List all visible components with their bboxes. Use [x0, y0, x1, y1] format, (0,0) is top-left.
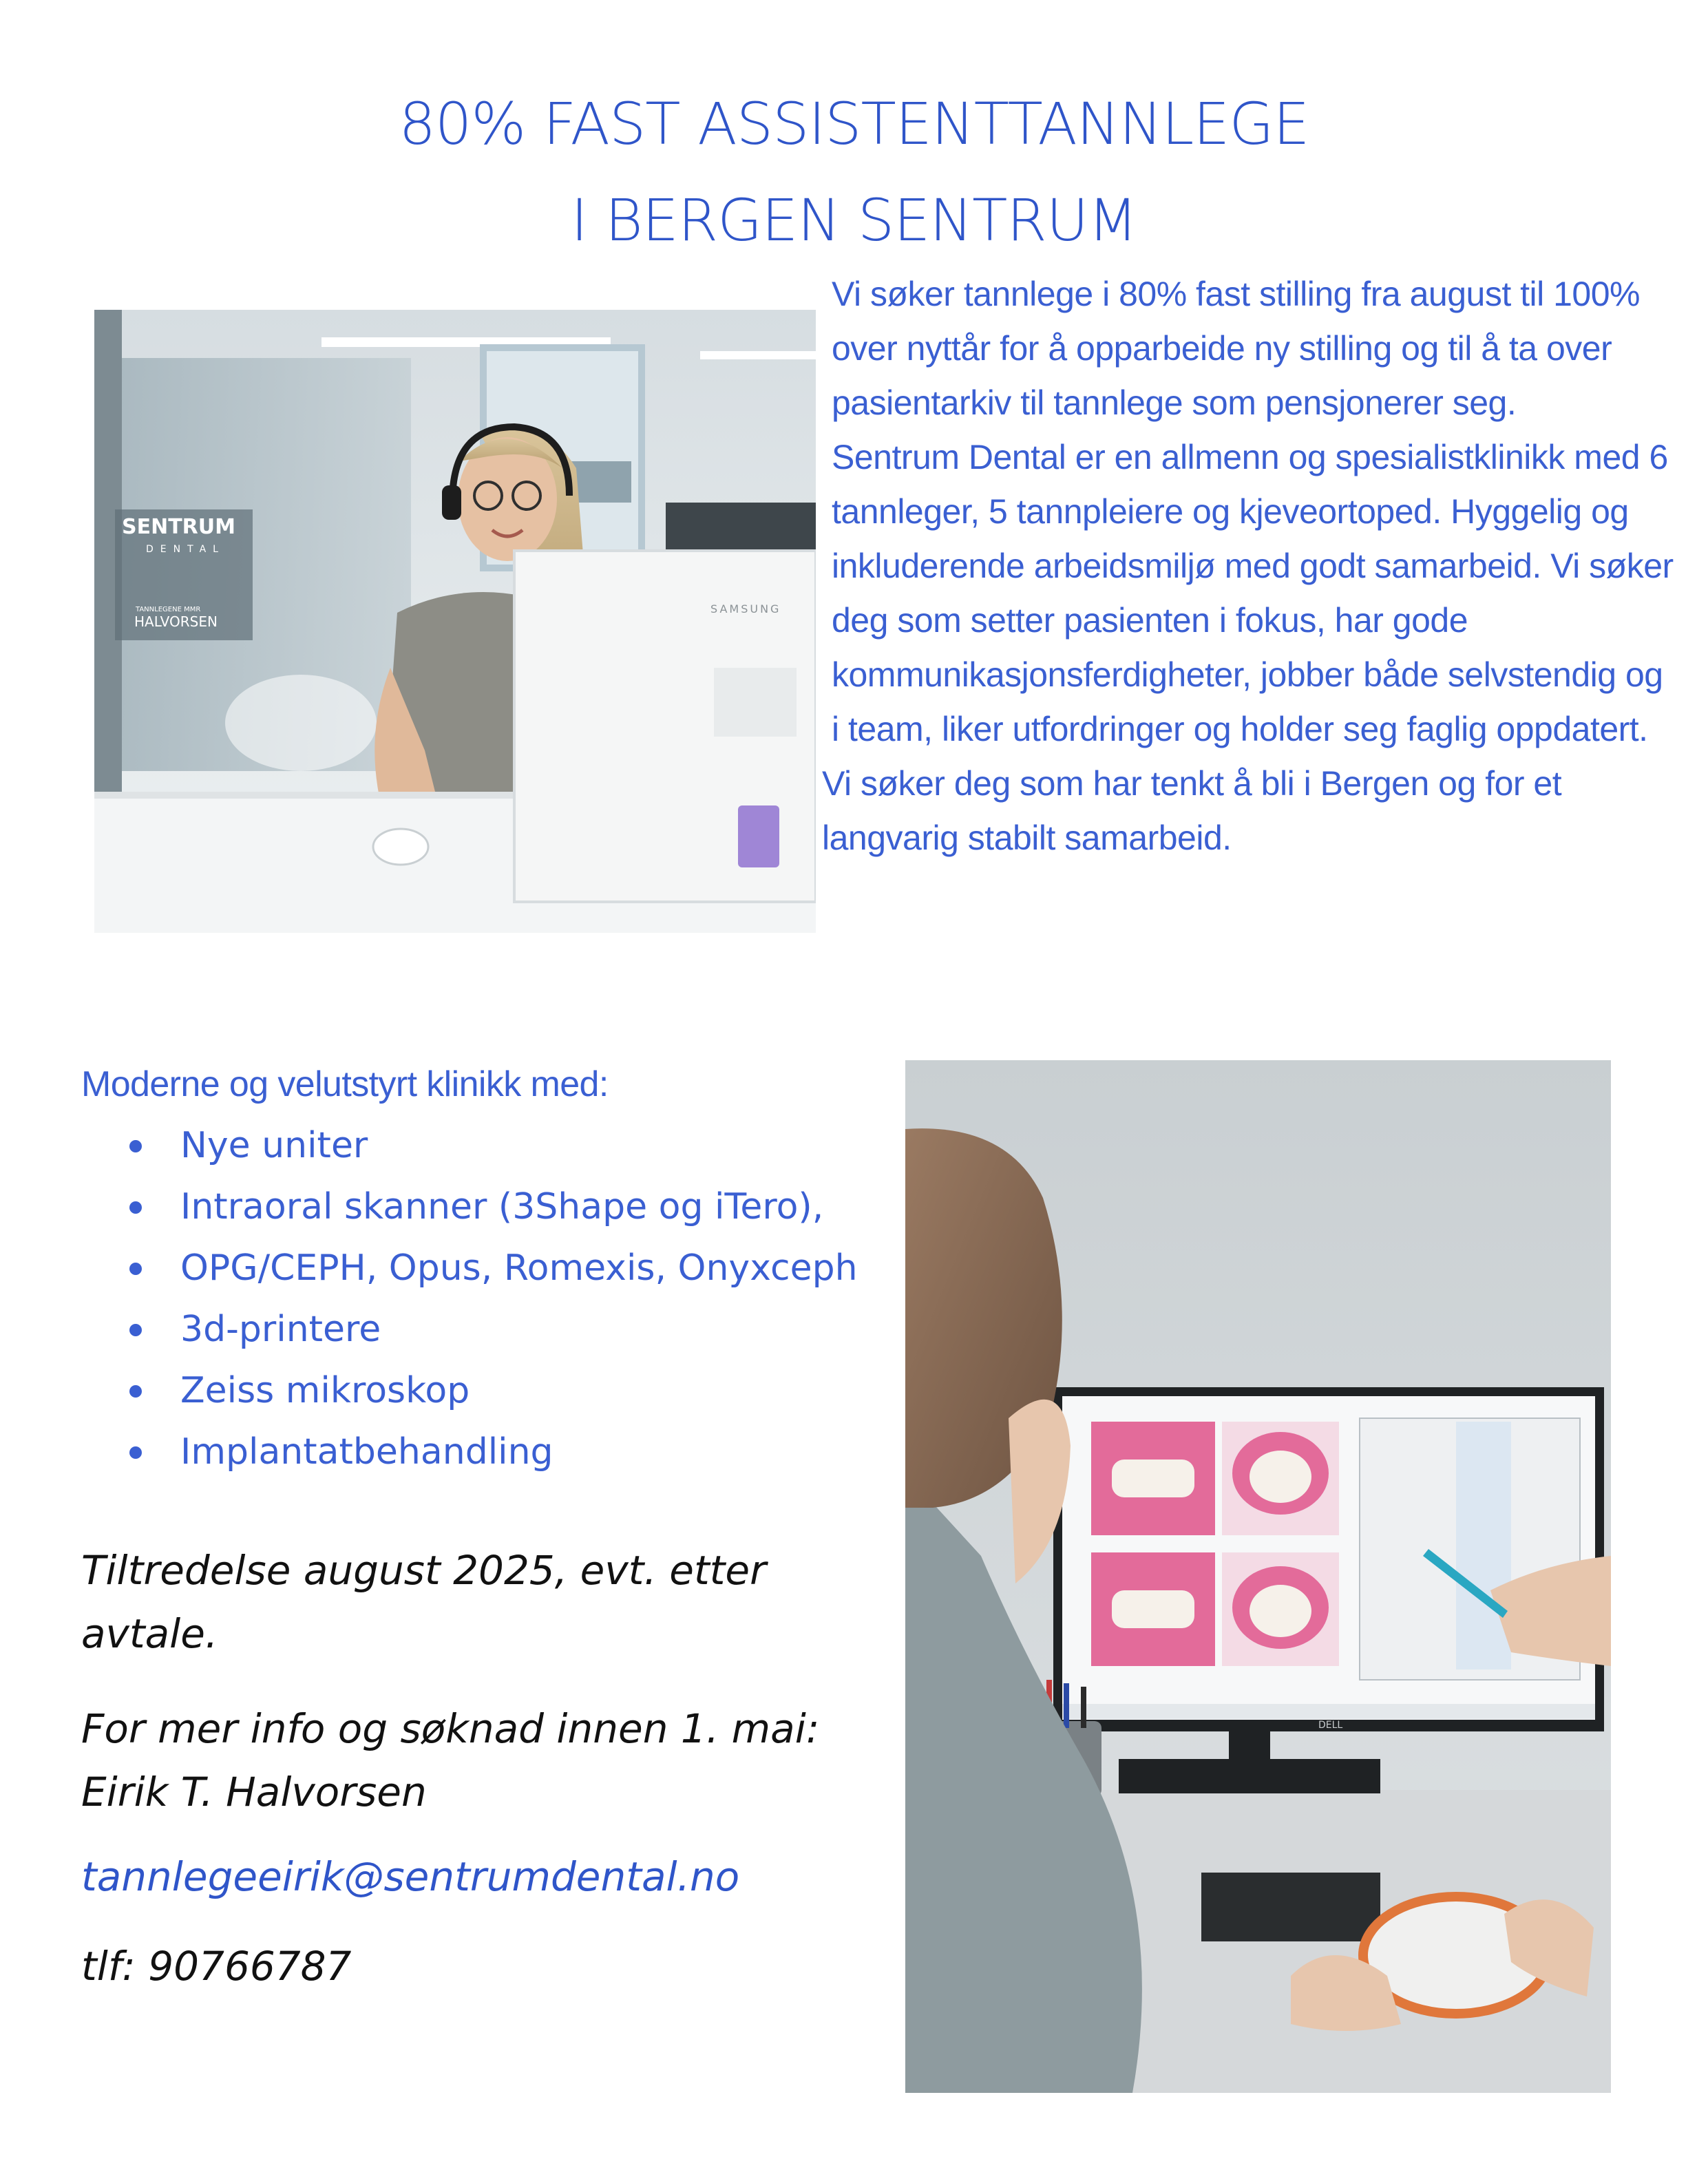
sign-text-tannlegene: TANNLEGENE MMR: [136, 606, 201, 613]
list-item: [81, 1177, 858, 1238]
reception-photo: [94, 310, 816, 933]
bullet-icon: [129, 1201, 142, 1214]
list-item-text: OPG/CEPH, Opus, Romexis, Onyxceph: [180, 1247, 858, 1289]
list-item: [81, 1360, 858, 1422]
intro-paragraph-1: Vi søker tannlege i 80% fast stilling fra august til 100% over nyttår for å opparbeide ny stilling og til å ta over pasientarkiv til tannlege som pensjonerer seg.: [832, 275, 1640, 422]
page-title-line-1: 80% FAST ASSISTENTTANNLEGE: [399, 90, 1309, 158]
list-item-text: Intraoral skanner (3Shape og iTero),: [180, 1186, 824, 1228]
sign-text-dental: DENTAL: [146, 544, 225, 555]
list-item-text: Implantatbehandling: [180, 1431, 553, 1473]
contact-info: [81, 1697, 907, 1824]
list-item: [81, 1422, 858, 1483]
list-item-text: Zeiss mikroskop: [180, 1370, 470, 1411]
intro-paragraph-3: Vi søker deg som har tenkt å bli i Bergen og for et langvarig stabilt samarbeid.: [822, 764, 1562, 857]
contact-phone: tlf: 90766787: [81, 1943, 352, 1990]
intro-paragraph-2: Sentrum Dental er en allmenn og spesialistklinikk med 6 tannleger, 5 tannpleiere og kjeveortoped. Hyggelig og inkluderende arbeidsmiljø med godt samarbeid. Vi søker deg som setter pasienten i fokus, har gode kommunikasjonsferdigheter, jobber både selvstendig og i team, liker utfordringer og holder seg faglig oppdatert.: [832, 438, 1674, 748]
bullet-icon: [129, 1385, 142, 1398]
list-item: [81, 1299, 858, 1360]
sign-text-sentrum: SENTRUM: [122, 515, 235, 539]
page-title-line-2: I BERGEN SENTRUM: [571, 187, 1137, 254]
list-item-text: Nye uniter: [180, 1125, 368, 1166]
monitor-brand-dell: DELL: [1318, 1720, 1343, 1731]
monitor-brand-samsung: SAMSUNG: [710, 602, 781, 615]
reception-photo-illustration: [94, 310, 816, 933]
list-item: [81, 1238, 858, 1299]
scan-review-photo-illustration: [905, 1060, 1611, 2093]
contact-email-link[interactable]: tannlegeeirik@sentrumdental.no: [81, 1853, 740, 1900]
contact-info-line: For mer info og søknad innen 1. mai:: [81, 1705, 820, 1752]
start-date-text: Tiltredelse august 2025, evt. etter avtale.: [81, 1547, 766, 1657]
equipment-list: [81, 1115, 858, 1483]
bullet-icon: [129, 1140, 142, 1152]
intro-text: [822, 267, 1678, 865]
equipment-heading: Moderne og velutstyrt klinikk med:: [81, 1064, 609, 1104]
bullet-icon: [129, 1324, 142, 1336]
scan-review-photo: [905, 1060, 1611, 2093]
contact-name: Eirik T. Halvorsen: [81, 1769, 427, 1815]
bullet-icon: [129, 1446, 142, 1459]
list-item: [81, 1115, 858, 1177]
list-item-text: 3d-printere: [180, 1309, 381, 1350]
bullet-icon: [129, 1263, 142, 1275]
sign-text-halvorsen: HALVORSEN: [134, 613, 218, 630]
